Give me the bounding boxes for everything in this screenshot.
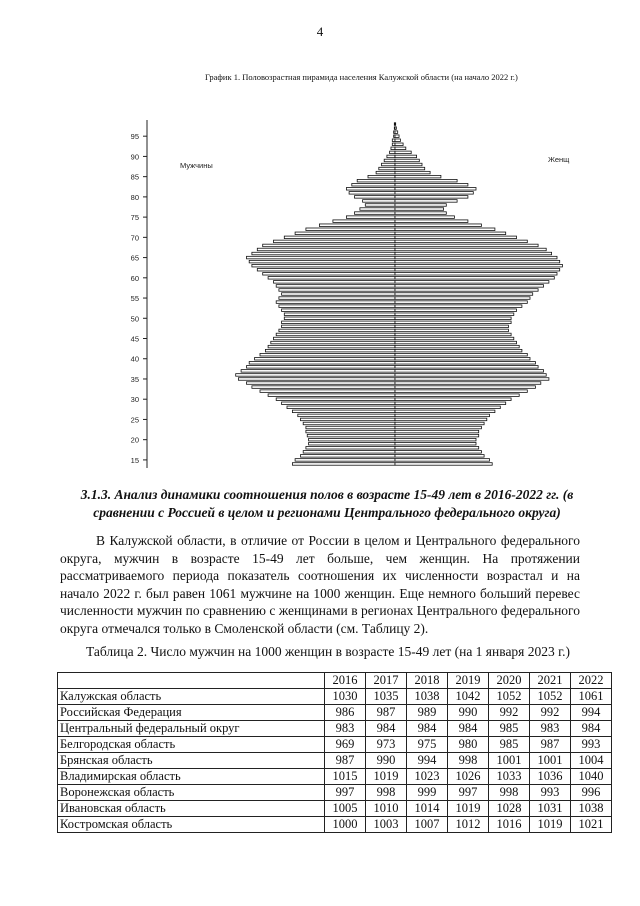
men-bar: [252, 252, 395, 255]
men-bar: [295, 459, 395, 462]
y-tick-label: 90: [130, 152, 139, 162]
ratio-value-cell: 984: [366, 721, 407, 737]
year-header-cell: 2019: [448, 673, 489, 689]
y-tick-label: 35: [130, 374, 139, 384]
women-label: Женщ: [548, 155, 570, 164]
men-bar: [309, 442, 395, 445]
men-bar: [307, 434, 395, 437]
women-bar: [395, 147, 406, 150]
women-bar: [395, 135, 399, 138]
ratio-value-cell: 990: [448, 705, 489, 721]
men-bar: [263, 244, 395, 247]
men-bar: [257, 268, 395, 271]
ratio-value-cell: 999: [407, 785, 448, 801]
ratio-value-cell: 985: [489, 721, 530, 737]
men-bar: [268, 345, 395, 348]
men-bar: [276, 301, 395, 304]
ratio-value-cell: 1001: [489, 753, 530, 769]
men-bar: [355, 196, 396, 199]
men-bar: [303, 451, 395, 454]
women-bar: [395, 289, 538, 292]
table-row: [58, 801, 612, 817]
women-bar: [395, 297, 530, 300]
population-pyramid-chart: [120, 118, 580, 470]
men-bar: [352, 183, 395, 186]
ratio-value-cell: 997: [325, 785, 366, 801]
ratio-value-cell: 998: [489, 785, 530, 801]
ratio-value-cell: 1028: [489, 801, 530, 817]
men-bar: [282, 309, 395, 312]
women-bar: [395, 434, 479, 437]
women-bar: [395, 406, 500, 409]
ratio-value-cell: 980: [448, 737, 489, 753]
ratio-value-cell: 987: [325, 753, 366, 769]
ratio-value-cell: 975: [407, 737, 448, 753]
women-bar: [395, 341, 517, 344]
table-title: Таблица 2. Число мужчин на 1000 женщин в возрасте 15-49 лет (на 1 января 2023 г.): [86, 644, 571, 659]
women-bar: [395, 224, 481, 227]
men-bar: [276, 333, 395, 336]
table-row: [58, 785, 612, 801]
ratio-value-cell: 1023: [407, 769, 448, 785]
section-title: 3.1.3. Анализ динамики соотношения полов в возрасте 15-49 лет в 2016-2022 гг. (в сравнении с Россией в целом и регионами Центрального федерального округа): [80, 487, 574, 520]
women-bar: [395, 212, 446, 215]
ratio-value-cell: 1036: [530, 769, 571, 785]
ratio-value-cell: 985: [489, 737, 530, 753]
women-bar: [395, 216, 454, 219]
men-bar: [292, 410, 395, 413]
men-bar: [295, 232, 395, 235]
ratio-value-cell: 1040: [571, 769, 612, 785]
women-bar: [395, 196, 468, 199]
women-bar: [395, 159, 419, 162]
sex-ratio-table: [57, 672, 612, 833]
women-bar: [395, 200, 457, 203]
region-name-cell: Ивановская область: [58, 801, 325, 817]
y-tick-label: 15: [130, 455, 139, 465]
y-tick-label: 85: [130, 172, 139, 182]
women-bar: [395, 228, 495, 231]
ratio-value-cell: 1003: [366, 817, 407, 833]
y-tick-label: 50: [130, 314, 139, 324]
men-bar: [247, 366, 396, 369]
women-bar: [395, 325, 508, 328]
ratio-value-cell: 1042: [448, 689, 489, 705]
men-bar: [298, 414, 395, 417]
ratio-value-cell: 989: [407, 705, 448, 721]
women-bar: [395, 349, 522, 352]
men-bar: [249, 362, 395, 365]
ratio-value-cell: 1061: [571, 689, 612, 705]
men-bar: [306, 447, 395, 450]
women-bar: [395, 414, 490, 417]
ratio-value-cell: 1019: [530, 817, 571, 833]
women-bar: [395, 463, 492, 466]
ratio-value-cell: 1005: [325, 801, 366, 817]
table-row: [58, 705, 612, 721]
women-bar: [395, 248, 546, 251]
women-bar: [395, 309, 517, 312]
ratio-value-cell: 1035: [366, 689, 407, 705]
table-row: [58, 817, 612, 833]
women-bar: [395, 317, 511, 320]
ratio-value-cell: 998: [448, 753, 489, 769]
y-tick-label: 95: [130, 132, 139, 142]
men-bar: [241, 370, 395, 373]
ratio-value-cell: 996: [571, 785, 612, 801]
y-tick-label: 45: [130, 334, 139, 344]
women-bar: [395, 188, 476, 191]
year-header-cell: 2021: [530, 673, 571, 689]
women-bar: [395, 386, 535, 389]
ratio-value-cell: 1016: [489, 817, 530, 833]
women-bar: [395, 366, 538, 369]
men-bar: [360, 208, 395, 211]
women-bar: [395, 337, 514, 340]
page-number: 4: [316, 24, 324, 39]
women-bar: [395, 240, 527, 243]
women-bar: [395, 430, 479, 433]
ratio-value-cell: 1031: [530, 801, 571, 817]
women-bar: [395, 264, 562, 267]
women-bar: [395, 402, 506, 405]
women-bar: [395, 192, 473, 195]
ratio-value-cell: 987: [366, 705, 407, 721]
ratio-value-cell: 993: [530, 785, 571, 801]
men-bar: [390, 151, 395, 154]
y-tick-label: 40: [130, 354, 139, 364]
men-bar: [279, 329, 395, 332]
men-bar: [279, 297, 395, 300]
men-bar: [301, 418, 396, 421]
women-bar: [395, 447, 479, 450]
men-bar: [260, 390, 395, 393]
men-bar: [306, 228, 395, 231]
men-bar: [260, 353, 395, 356]
y-tick-label: 80: [130, 192, 139, 202]
women-bar: [395, 208, 444, 211]
ratio-value-cell: 1030: [325, 689, 366, 705]
men-bar: [301, 455, 396, 458]
ratio-value-cell: 1038: [407, 689, 448, 705]
men-bar: [268, 277, 395, 280]
ratio-value-cell: 994: [407, 753, 448, 769]
women-bar: [395, 357, 530, 360]
women-bar: [395, 236, 517, 239]
women-bar: [395, 252, 552, 255]
men-bar: [247, 256, 396, 259]
ratio-value-cell: 1019: [448, 801, 489, 817]
men-bar: [391, 147, 395, 150]
ratio-value-cell: 986: [325, 705, 366, 721]
women-bar: [395, 285, 544, 288]
women-bar: [395, 277, 554, 280]
men-bar: [284, 236, 395, 239]
men-bar: [274, 240, 396, 243]
women-bar: [395, 268, 560, 271]
men-bar: [303, 422, 395, 425]
women-bar: [395, 232, 506, 235]
ratio-value-cell: 1004: [571, 753, 612, 769]
women-bar: [395, 321, 511, 324]
women-bar: [395, 273, 557, 276]
women-bar: [395, 139, 400, 142]
men-bar: [247, 382, 396, 385]
ratio-value-cell: 1010: [366, 801, 407, 817]
women-bar: [395, 333, 511, 336]
men-bar: [346, 216, 395, 219]
ratio-value-cell: 993: [571, 737, 612, 753]
ratio-value-cell: 1012: [448, 817, 489, 833]
women-bar: [395, 426, 481, 429]
ratio-value-cell: 1019: [366, 769, 407, 785]
men-bar: [271, 341, 395, 344]
men-bar: [392, 143, 395, 146]
men-bar: [363, 200, 395, 203]
women-bar: [395, 123, 396, 126]
ratio-value-cell: 998: [366, 785, 407, 801]
women-bar: [395, 422, 484, 425]
men-bar: [287, 406, 395, 409]
women-bar: [395, 155, 417, 158]
y-tick-label: 75: [130, 213, 139, 223]
table-row: [58, 737, 612, 753]
women-bar: [395, 171, 430, 174]
women-bar: [395, 362, 535, 365]
ratio-value-cell: 984: [448, 721, 489, 737]
year-header-cell: 2017: [366, 673, 407, 689]
region-name-cell: Владимирская область: [58, 769, 325, 785]
ratio-value-cell: 1038: [571, 801, 612, 817]
men-bar: [379, 167, 395, 170]
men-bar: [274, 337, 396, 340]
women-bar: [395, 281, 549, 284]
ratio-value-cell: 1001: [530, 753, 571, 769]
women-bar: [395, 256, 557, 259]
women-bar: [395, 143, 403, 146]
men-bar: [282, 325, 395, 328]
men-bar: [382, 163, 396, 166]
chart-caption: График 1. Половозрастная пирамида населения Калужской области (на начало 2022 г.): [205, 72, 518, 82]
women-bar: [395, 394, 519, 397]
men-bar: [263, 273, 395, 276]
region-name-cell: Калужская область: [58, 689, 325, 705]
region-name-cell: Центральный федеральный округ: [58, 721, 325, 737]
men-bar: [238, 378, 395, 381]
table-header-row: [58, 673, 612, 689]
men-bar: [355, 212, 396, 215]
women-bar: [395, 175, 441, 178]
ratio-value-cell: 1014: [407, 801, 448, 817]
region-name-cell: Брянская область: [58, 753, 325, 769]
women-bar: [395, 293, 533, 296]
women-bar: [395, 163, 422, 166]
women-bar: [395, 305, 522, 308]
men-bar: [274, 281, 396, 284]
men-bar: [319, 224, 395, 227]
region-name-cell: Костромская область: [58, 817, 325, 833]
men-bar: [257, 248, 395, 251]
ratio-value-cell: 987: [530, 737, 571, 753]
y-tick-label: 30: [130, 395, 139, 405]
men-bar: [282, 321, 395, 324]
women-bar: [395, 442, 476, 445]
ratio-value-cell: 973: [366, 737, 407, 753]
y-tick-label: 60: [130, 273, 139, 283]
women-bar: [395, 390, 527, 393]
table-row: [58, 689, 612, 705]
region-name-cell: Белгородская область: [58, 737, 325, 753]
women-bar: [395, 301, 527, 304]
men-bar: [346, 188, 395, 191]
table-row: [58, 769, 612, 785]
men-bar: [268, 394, 395, 397]
women-bar: [395, 378, 549, 381]
body-paragraph: В Калужской области, в отличие от России в целом и Центрального федерального округа, мужчин в возрасте 15-49 лет больше, чем женщин. На протяжении рассматриваемого периода показатель соотношения их численности возрастал и на начало 2022 г. был равен 1061 мужчине на 1000 женщин. Еще немного больший перевес численности мужчин по сравнению с женщинами в регионах Центрального федерального округа отмечался только в Смоленской области (см. Таблицу 2).: [60, 533, 580, 636]
women-bar: [395, 179, 457, 182]
men-bar: [279, 289, 395, 292]
men-bar: [365, 204, 395, 207]
women-bar: [395, 398, 511, 401]
women-bar: [395, 127, 396, 130]
year-header-cell: 2022: [571, 673, 612, 689]
ratio-value-cell: 1026: [448, 769, 489, 785]
ratio-value-cell: 984: [571, 721, 612, 737]
y-tick-label: 55: [130, 294, 139, 304]
men-bar: [357, 179, 395, 182]
men-bar: [282, 293, 395, 296]
women-bar: [395, 151, 411, 154]
women-bar: [395, 382, 541, 385]
women-bar: [395, 374, 546, 377]
women-bar: [395, 244, 538, 247]
ratio-value-cell: 1007: [407, 817, 448, 833]
men-bar: [265, 349, 395, 352]
women-bar: [395, 370, 544, 373]
ratio-value-cell: 990: [366, 753, 407, 769]
men-bar: [333, 220, 395, 223]
year-header-cell: 2016: [325, 673, 366, 689]
year-header-cell: 2018: [407, 673, 448, 689]
ratio-value-cell: 983: [530, 721, 571, 737]
men-bar: [309, 438, 395, 441]
ratio-value-cell: 997: [448, 785, 489, 801]
year-header-cell: 2020: [489, 673, 530, 689]
women-bar: [395, 204, 446, 207]
women-bar: [395, 451, 481, 454]
women-bar: [395, 418, 487, 421]
men-bar: [255, 357, 395, 360]
ratio-value-cell: 984: [407, 721, 448, 737]
men-bar: [384, 159, 395, 162]
women-bar: [395, 353, 527, 356]
men-bar: [252, 264, 395, 267]
women-bar: [395, 260, 560, 263]
men-bar: [236, 374, 395, 377]
men-bar: [306, 426, 395, 429]
y-tick-label: 25: [130, 415, 139, 425]
women-bar: [395, 313, 514, 316]
men-bar: [279, 305, 395, 308]
table-corner-cell: [58, 673, 325, 689]
men-bar: [376, 171, 395, 174]
men-bar: [252, 386, 395, 389]
y-tick-label: 70: [130, 233, 139, 243]
ratio-value-cell: 969: [325, 737, 366, 753]
ratio-value-cell: 1000: [325, 817, 366, 833]
ratio-value-cell: 992: [489, 705, 530, 721]
region-name-cell: Российская Федерация: [58, 705, 325, 721]
women-bar: [395, 410, 495, 413]
men-bar: [284, 317, 395, 320]
women-bar: [395, 167, 425, 170]
men-bar: [292, 463, 395, 466]
women-bar: [395, 345, 519, 348]
table-row: [58, 721, 612, 737]
men-bar: [349, 192, 395, 195]
y-tick-label: 20: [130, 435, 139, 445]
women-bar: [395, 455, 484, 458]
men-bar: [306, 430, 395, 433]
ratio-value-cell: 1052: [489, 689, 530, 705]
women-bar: [395, 438, 476, 441]
ratio-value-cell: 992: [530, 705, 571, 721]
ratio-value-cell: 1021: [571, 817, 612, 833]
table-row: [58, 753, 612, 769]
men-bar: [368, 175, 395, 178]
men-bar: [284, 313, 395, 316]
region-name-cell: Воронежская область: [58, 785, 325, 801]
men-bar: [276, 398, 395, 401]
ratio-value-cell: 1033: [489, 769, 530, 785]
ratio-value-cell: 983: [325, 721, 366, 737]
ratio-value-cell: 994: [571, 705, 612, 721]
men-bar: [249, 260, 395, 263]
men-bar: [387, 155, 395, 158]
women-bar: [395, 220, 468, 223]
ratio-value-cell: 1052: [530, 689, 571, 705]
ratio-value-cell: 1015: [325, 769, 366, 785]
men-bar: [392, 139, 395, 142]
men-bar: [282, 402, 395, 405]
women-bar: [395, 131, 398, 134]
women-bar: [395, 329, 508, 332]
men-bar: [276, 285, 395, 288]
men-label: Мужчины: [180, 161, 213, 170]
women-bar: [395, 183, 468, 186]
women-bar: [395, 459, 490, 462]
y-tick-label: 65: [130, 253, 139, 263]
